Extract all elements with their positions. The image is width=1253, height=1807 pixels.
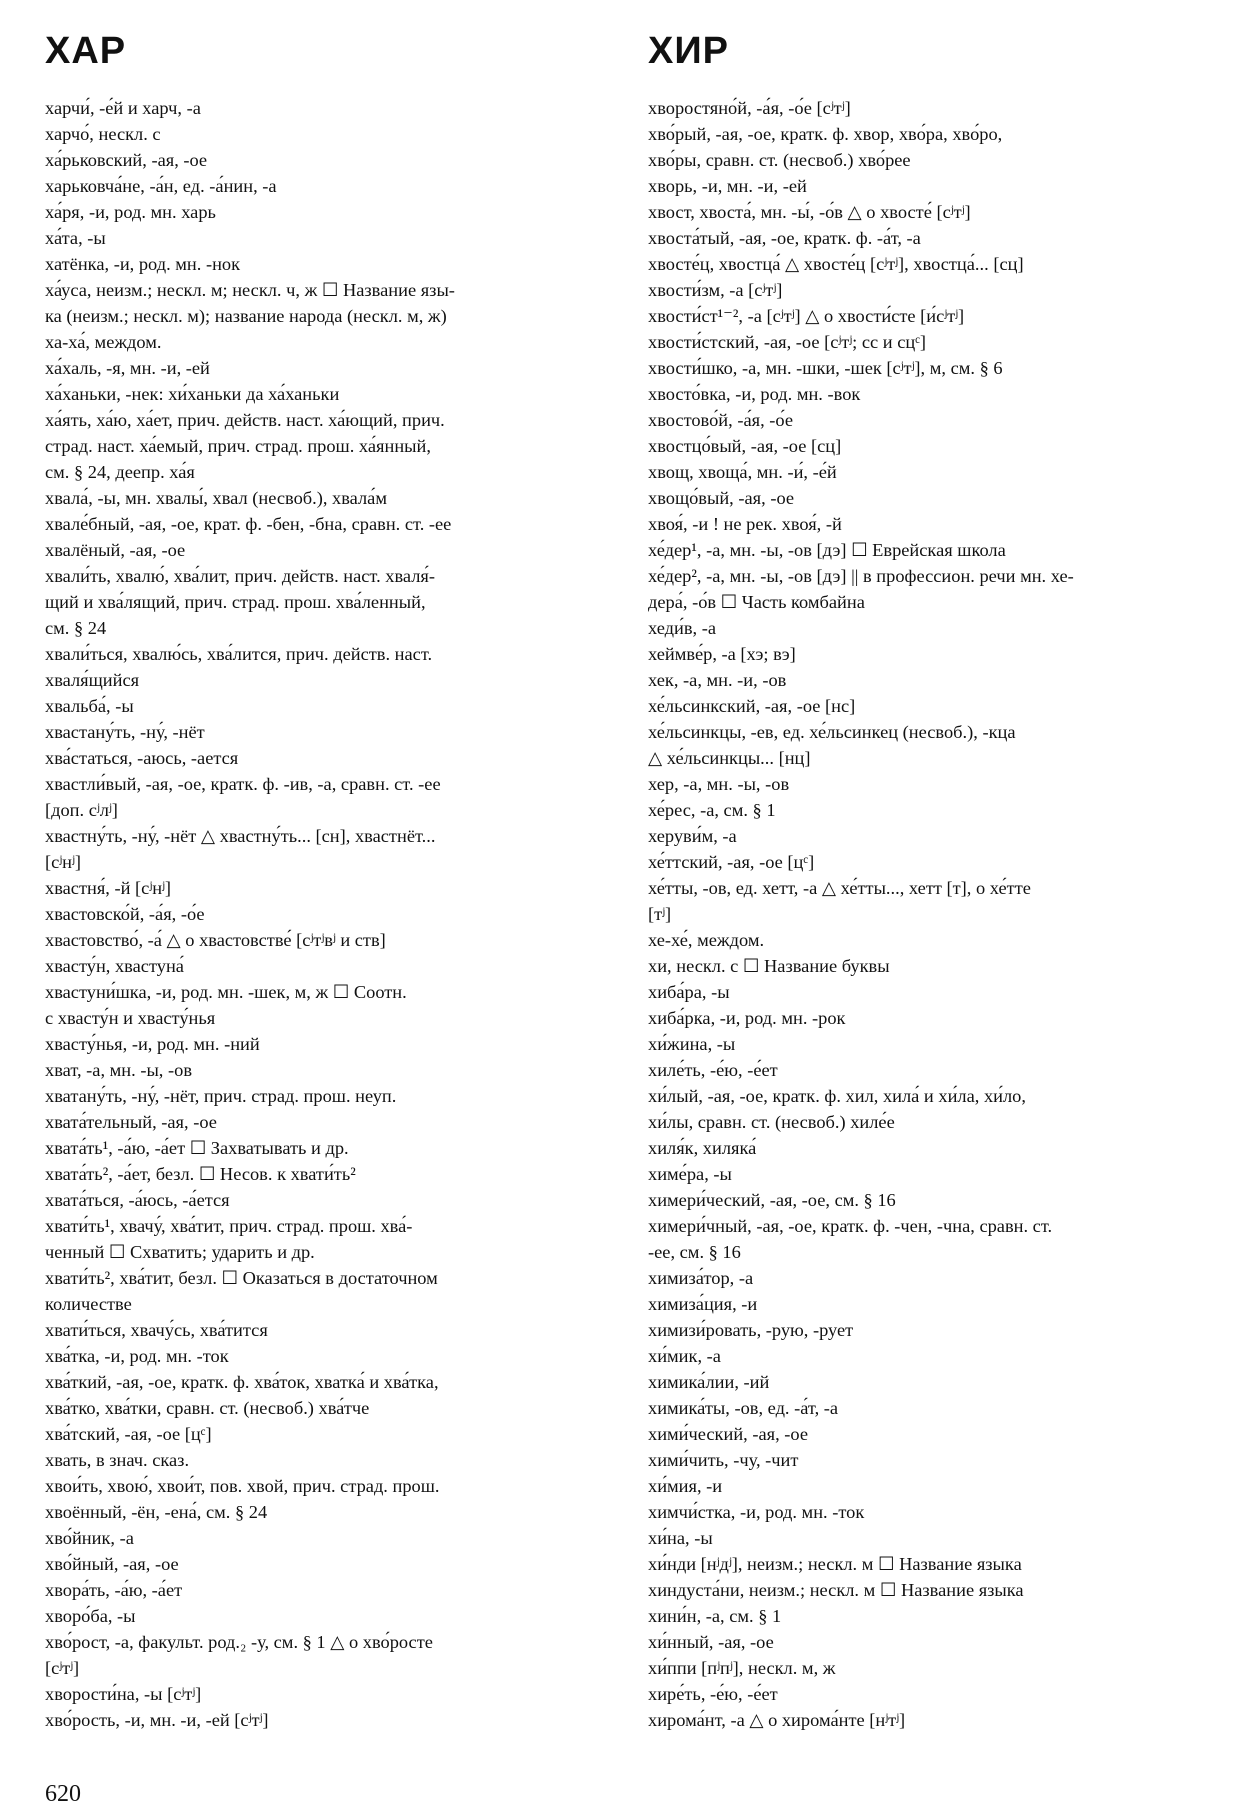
dictionary-line: хвоста́тый, -ая, -ое, кратк. ф. -а́т, -а: [648, 228, 921, 248]
dictionary-line: хво́йник, -а: [45, 1528, 134, 1548]
dictionary-line: -ее, см. § 16: [648, 1242, 741, 1262]
dictionary-line: хвать, в знач. сказ.: [45, 1450, 190, 1470]
dictionary-line: хвали́ть, хвалю́, хва́лит, прич. действ. наст. хваля́-: [45, 566, 436, 586]
left-column: [45, 95, 610, 1733]
dictionary-line: хе́дер², -а, мн. -ы, -ов [дэ] || в профессион. речи мн. хе-: [648, 566, 1074, 586]
dictionary-line: хво́рость, -и, мн. -и, -ей [сʲтʲ]: [45, 1710, 269, 1730]
dictionary-line: хек, -а, мн. -и, -ов: [648, 670, 787, 690]
dictionary-line: хатёнка, -и, род. мн. -нок: [45, 254, 241, 274]
dictionary-line: хвалёный, -ая, -ое: [45, 540, 186, 560]
dictionary-line: хво́йный, -ая, -ое: [45, 1554, 179, 1574]
dictionary-line: хвасту́нья, -и, род. мн. -ний: [45, 1034, 260, 1054]
dictionary-line: хвастану́ть, -ну́, -нёт: [45, 722, 205, 742]
dictionary-line: хвастовство́, -а́ △ о хвастовстве́ [сʲтʲвʲ и ств]: [45, 930, 386, 950]
dictionary-line: хвостово́й, -а́я, -о́е: [648, 410, 793, 430]
dictionary-line: хвостцо́вый, -ая, -ое [сц]: [648, 436, 842, 456]
dictionary-line: хвоя́, -и ! не рек. хвоя́, -й: [648, 514, 842, 534]
dictionary-line: ха́халь, -я, мн. -и, -ей: [45, 358, 210, 378]
dictionary-line: химери́ческий, -ая, -ое, см. § 16: [648, 1190, 896, 1210]
dictionary-line: хи́ппи [пʲпʲ], нескл. м, ж: [648, 1658, 836, 1678]
dictionary-line: хеди́в, -а: [648, 618, 717, 638]
dictionary-line: хи́лый, -ая, -ое, кратк. ф. хил, хила́ и хи́ла, хи́ло,: [648, 1086, 1026, 1106]
right-column: [648, 95, 1218, 1733]
dictionary-line: хвати́ться, хвачу́сь, хва́тится: [45, 1320, 268, 1340]
dictionary-line: хеймве́р, -а [хэ; вэ]: [648, 644, 796, 664]
dictionary-line: хи́мик, -а: [648, 1346, 721, 1366]
dictionary-line: хвата́тельный, -ая, -ое: [45, 1112, 217, 1132]
dictionary-line: ха́уса, неизм.; нескл. м; нескл. ч, ж ☐ Название язы-: [45, 280, 455, 300]
dictionary-line: ха́ханьки, -нек: хи́ханьки да ха́ханьки: [45, 384, 340, 404]
dictionary-line: хворостяно́й, -а́я, -о́е [сʲтʲ]: [648, 98, 851, 118]
dictionary-line: ка (неизм.; нескл. м); название народа (нескл. м, ж): [45, 306, 447, 326]
running-head-right: ХИР: [648, 30, 730, 72]
dictionary-line: хвата́ть¹, -а́ю, -а́ет ☐ Захватывать и др.: [45, 1138, 349, 1158]
dictionary-line: химика́ты, -ов, ед. -а́т, -а: [648, 1398, 839, 1418]
dictionary-line: хи́нный, -ая, -ое: [648, 1632, 774, 1652]
dictionary-line: химика́лии, -ий: [648, 1372, 770, 1392]
dictionary-line: [сʲнʲ]: [45, 852, 81, 872]
dictionary-line: хирома́нт, -а △ о хирома́нте [нʲтʲ]: [648, 1710, 906, 1730]
dictionary-line: хвата́ться, -а́юсь, -а́ется: [45, 1190, 230, 1210]
dictionary-line: хини́н, -а, см. § 1: [648, 1606, 782, 1626]
dictionary-line: хва́ткий, -ая, -ое, кратк. ф. хва́ток, хватка́ и хва́тка,: [45, 1372, 439, 1392]
dictionary-line: количестве: [45, 1294, 132, 1314]
dictionary-line: хворь, -и, мн. -и, -ей: [648, 176, 807, 196]
dictionary-line: см. § 24: [45, 618, 107, 638]
dictionary-line: хиба́ра, -ы: [648, 982, 730, 1002]
dictionary-line: хиле́ть, -е́ю, -е́ет: [648, 1060, 778, 1080]
dictionary-line: химери́чный, -ая, -ое, кратк. ф. -чен, -чна, сравн. ст.: [648, 1216, 1053, 1236]
dictionary-line: хвале́бный, -ая, -ое, крат. ф. -бен, -бна, сравн. ст. -ее: [45, 514, 452, 534]
dictionary-line: хе-хе́, междом.: [648, 930, 765, 950]
dictionary-line: хва́тка, -и, род. мн. -ток: [45, 1346, 229, 1366]
dictionary-line: хвати́ть¹, хвачу́, хва́тит, прич. страд. прош. хва́-: [45, 1216, 413, 1236]
dictionary-line: хвоённый, -ён, -ена́, см. § 24: [45, 1502, 268, 1522]
dictionary-line: [сʲтʲ]: [45, 1658, 80, 1678]
dictionary-line: хе́льсинкцы, -ев, ед. хе́льсинкец (несвоб.), -кца: [648, 722, 1016, 742]
dictionary-line: химизи́ровать, -рую, -рует: [648, 1320, 854, 1340]
dictionary-line: хвали́ться, хвалю́сь, хва́лится, прич. действ. наст.: [45, 644, 433, 664]
dictionary-line: хвала́, -ы, мн. хвалы́, хвал (несвоб.), хвала́м: [45, 488, 387, 508]
dictionary-line: хват, -а, мн. -ы, -ов: [45, 1060, 193, 1080]
dictionary-line: ха-ха́, междом.: [45, 332, 162, 352]
dictionary-line: хво́рост, -а, факульт. род.₂ -у, см. § 1 △ о хво́росте: [45, 1632, 433, 1652]
dictionary-line: хи́лы, сравн. ст. (несвоб.) хиле́е: [648, 1112, 895, 1132]
dictionary-line: хе́дер¹, -а, мн. -ы, -ов [дэ] ☐ Еврейская школа: [648, 540, 1006, 560]
dictionary-line: хвости́шко, -а, мн. -шки, -шек [сʲтʲ], м, см. § 6: [648, 358, 1003, 378]
dictionary-line: см. § 24, деепр. ха́я: [45, 462, 195, 482]
dictionary-line: с хвасту́н и хвасту́нья: [45, 1008, 216, 1028]
dictionary-line: ха́рьковский, -ая, -ое: [45, 150, 208, 170]
dictionary-line: хвои́ть, хвою́, хвои́т, пов. хвой, прич. страд. прош.: [45, 1476, 440, 1496]
dictionary-line: хвости́ст¹⁻², -а [сʲтʲ] △ о хвости́сте [и́сʲтʲ]: [648, 306, 965, 326]
page-number: 620: [45, 1781, 81, 1807]
dictionary-line: хвастну́ть, -ну́, -нёт △ хвастну́ть... [сн], хвастнёт...: [45, 826, 436, 846]
dictionary-line: хер, -а, мн. -ы, -ов: [648, 774, 790, 794]
dictionary-line: харчо́, нескл. с: [45, 124, 161, 144]
dictionary-line: ченный ☐ Схватить; ударить и др.: [45, 1242, 315, 1262]
dictionary-line: херуви́м, -а: [648, 826, 737, 846]
dictionary-line: [тʲ]: [648, 904, 672, 924]
dictionary-line: хворости́на, -ы [сʲтʲ]: [45, 1684, 202, 1704]
dictionary-line: хвосто́вка, -и, род. мн. -вок: [648, 384, 861, 404]
running-head-left: ХАР: [45, 30, 127, 72]
dictionary-line: хвальба́, -ы: [45, 696, 134, 716]
dictionary-line: хе́рес, -а, см. § 1: [648, 800, 776, 820]
dictionary-line: химчи́стка, -и, род. мн. -ток: [648, 1502, 865, 1522]
dictionary-line: хиба́рка, -и, род. мн. -рок: [648, 1008, 846, 1028]
dictionary-line: харьковча́не, -а́н, ед. -а́нин, -а: [45, 176, 277, 196]
dictionary-line: хиндуста́ни, неизм.; нескл. м ☐ Название языка: [648, 1580, 1024, 1600]
dictionary-line: △ хе́льсинкцы... [нц]: [648, 748, 811, 768]
dictionary-line: хвости́стский, -ая, -ое [сʲтʲ; сс и сцᶜ]: [648, 332, 927, 352]
dictionary-line: химиза́ция, -и: [648, 1294, 758, 1314]
dictionary-line: хе́ттский, -ая, -ое [цᶜ]: [648, 852, 815, 872]
dictionary-line: хе́льсинкский, -ая, -ое [нс]: [648, 696, 856, 716]
dictionary-line: хими́чить, -чу, -чит: [648, 1450, 799, 1470]
dictionary-line: хвастовско́й, -а́я, -о́е: [45, 904, 205, 924]
dictionary-line: ха́та, -ы: [45, 228, 106, 248]
dictionary-line: химе́ра, -ы: [648, 1164, 732, 1184]
dictionary-line: хи, нескл. с ☐ Название буквы: [648, 956, 890, 976]
dictionary-line: хи́нди [нʲдʲ], неизм.; нескл. м ☐ Название языка: [648, 1554, 1022, 1574]
dictionary-line: хва́статься, -аюсь, -ается: [45, 748, 239, 768]
dictionary-line: дера́, -о́в ☐ Часть комбайна: [648, 592, 865, 612]
dictionary-line: ха́ря, -и, род. мн. харь: [45, 202, 216, 222]
dictionary-line: хвати́ть², хва́тит, безл. ☐ Оказаться в достаточном: [45, 1268, 438, 1288]
dictionary-line: хи́жина, -ы: [648, 1034, 736, 1054]
dictionary-line: [доп. сʲлʲ]: [45, 800, 118, 820]
dictionary-line: хире́ть, -е́ю, -е́ет: [648, 1684, 778, 1704]
dictionary-line: хва́тский, -ая, -ое [цᶜ]: [45, 1424, 212, 1444]
dictionary-line: хвости́зм, -а [сʲтʲ]: [648, 280, 783, 300]
dictionary-line: хворо́ба, -ы: [45, 1606, 136, 1626]
dictionary-line: ха́ять, ха́ю, ха́ет, прич. действ. наст. ха́ющий, прич.: [45, 410, 445, 430]
dictionary-line: хво́ры, сравн. ст. (несвоб.) хво́рее: [648, 150, 911, 170]
dictionary-line: хи́на, -ы: [648, 1528, 713, 1548]
dictionary-line: хвора́ть, -а́ю, -а́ет: [45, 1580, 183, 1600]
dictionary-line: хвощо́вый, -ая, -ое: [648, 488, 795, 508]
dictionary-line: хво́рый, -ая, -ое, кратк. ф. хвор, хво́ра, хво́ро,: [648, 124, 1003, 144]
dictionary-line: хи́мия, -и: [648, 1476, 723, 1496]
dictionary-line: хвощ, хвоща́, мн. -и́, -е́й: [648, 462, 837, 482]
dictionary-line: хиля́к, хиляка́: [648, 1138, 757, 1158]
dictionary-line: хими́ческий, -ая, -ое: [648, 1424, 809, 1444]
dictionary-line: хвасту́н, хвастуна́: [45, 956, 184, 976]
dictionary-line: хе́тты, -ов, ед. хетт, -а △ хе́тты..., хетт [т], о хе́тте: [648, 878, 1031, 898]
dictionary-line: хваля́щийся: [45, 670, 140, 690]
dictionary-line: хва́тко, хва́тки, сравн. ст. (несвоб.) хва́тче: [45, 1398, 370, 1418]
dictionary-line: хвастли́вый, -ая, -ое, кратк. ф. -ив, -а, сравн. ст. -ее: [45, 774, 441, 794]
dictionary-line: харчи́, -е́й и харч, -а: [45, 98, 201, 118]
dictionary-line: страд. наст. ха́емый, прич. страд. прош. ха́янный,: [45, 436, 431, 456]
dictionary-line: хвата́ть², -а́ет, безл. ☐ Несов. к хвати́ть²: [45, 1164, 356, 1184]
dictionary-line: хвосте́ц, хвостца́ △ хвосте́ц [сʲтʲ], хвостца́... [сц]: [648, 254, 1024, 274]
dictionary-line: химиза́тор, -а: [648, 1268, 754, 1288]
dictionary-line: хватану́ть, -ну́, -нёт, прич. страд. прош. неуп.: [45, 1086, 397, 1106]
dictionary-line: щий и хва́лящий, прич. страд. прош. хва́ленный,: [45, 592, 426, 612]
dictionary-line: хвост, хвоста́, мн. -ы́, -о́в △ о хвосте́ [сʲтʲ]: [648, 202, 971, 222]
dictionary-line: хвастня́, -й [сʲнʲ]: [45, 878, 172, 898]
dictionary-line: хвастуни́шка, -и, род. мн. -шек, м, ж ☐ Соотн.: [45, 982, 407, 1002]
